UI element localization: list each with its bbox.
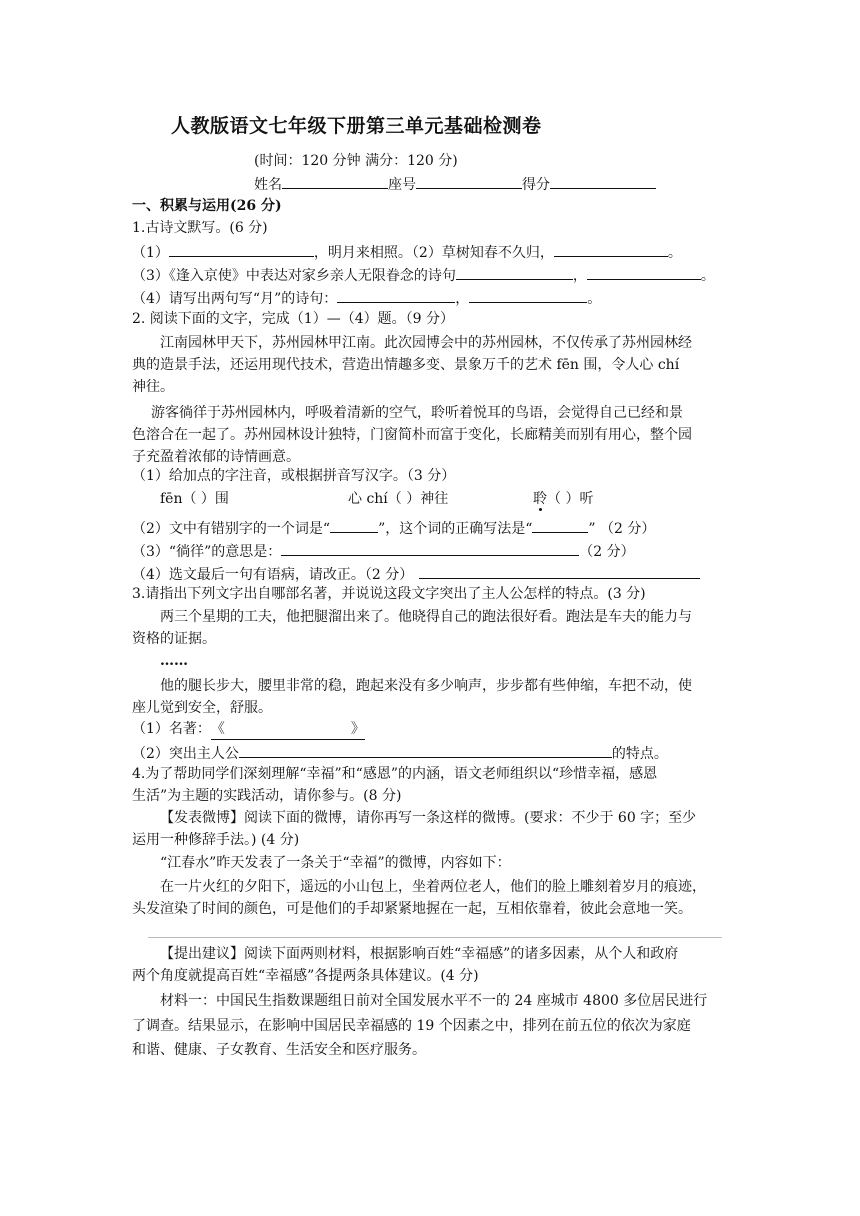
name-field[interactable] — [282, 173, 388, 189]
q3-sub-1-label: （1）名著： — [132, 721, 211, 737]
material-text: 材料一：中国民生指数课题组日前对全国发展水平不一的 24 座城市 4800 多位居民进行 — [160, 993, 708, 1009]
excerpt-line: 两三个星期的工夫，他把腿溜出来了。他晓得自己的跑法很好看。跑法是车夫的能力与 — [160, 609, 692, 625]
passage-line: 典的造景手法，还运用现代技术，营造出情趣多变、景象万千的艺术 fēn 围，令人心 chí — [132, 357, 680, 373]
q1-line-3-text: （4）请写出两句写“月”的诗句： — [132, 291, 338, 307]
question-2-heading: 2. 阅读下面的文字，完成（1）—（4）题。（9 分） — [132, 311, 454, 327]
advice-task: 【提出建议】阅读下面两则材料，根据影响百姓“幸福感”的诸多因素，从个人和政府 — [160, 946, 679, 962]
question-3-heading: 3.请指出下列文字出自哪部名著，并说说这段文字突出了主人公怎样的特点。(3 分) — [132, 586, 646, 602]
weibo-intro: “江春水”昨天发表了一条关于“幸福”的微博，内容如下： — [160, 855, 511, 871]
answer-blank[interactable] — [337, 287, 455, 303]
q1-line-3-end: 。 — [587, 291, 602, 307]
excerpt-line: 资格的证据。 — [132, 631, 216, 647]
page-title: 人教版语文七年级下册第三单元基础检测卷 — [171, 115, 542, 137]
answer-blank[interactable] — [330, 517, 378, 533]
section-heading: 一、积累与运用(26 分) — [132, 198, 282, 214]
pinyin-item-2: 心 chí（ ）神往 — [348, 491, 449, 507]
passage-line: 游客徜徉于苏州园林内，呼吸着清新的空气，聆听着悦耳的鸟语，会觉得自己已经和景 — [151, 405, 683, 421]
answer-blank[interactable] — [169, 241, 314, 257]
student-info-line — [254, 173, 656, 195]
q2-sub-2 — [132, 517, 655, 539]
answer-blank[interactable] — [469, 287, 587, 303]
q2-sub-3 — [132, 540, 635, 562]
material-text: 了调查。结果显示，在影响中国居民幸福感的 19 个因素之中，排列在前五位的依次为家庭 — [132, 1018, 691, 1034]
question-1-heading: 1.古诗文默写。(6 分) — [132, 220, 268, 236]
q1-line-2-comma: ， — [572, 268, 587, 284]
book-title-close: 》 — [350, 721, 365, 737]
seat-field[interactable] — [416, 173, 522, 189]
answer-blank[interactable] — [419, 563, 700, 579]
score-field[interactable] — [550, 173, 656, 189]
pinyin-item-3 — [533, 489, 593, 509]
answer-blank[interactable] — [456, 264, 573, 280]
q1-line-2 — [132, 264, 715, 286]
book-title-blank[interactable] — [211, 719, 365, 740]
answer-blank[interactable] — [554, 241, 668, 257]
q2-sub-3-text: （3）“徜徉”的意思是： — [132, 544, 282, 560]
q1-line-1 — [132, 241, 682, 263]
q2-sub-4 — [132, 563, 700, 585]
excerpt-ellipsis: …… — [160, 653, 188, 669]
excerpt-line: 座儿觉到安全，舒服。 — [132, 700, 272, 716]
q3-sub-2-text: （2）突出主人公 — [132, 746, 239, 762]
q1-line-1-label: （1） — [132, 245, 169, 261]
weibo-text: 头发渲染了时间的颜色，可是他们的手却紧紧地握在一起，互相依靠着，彼此会意地一笑。 — [132, 901, 692, 917]
score-label: 得分 — [522, 177, 550, 193]
material-text: 和谐、健康、子女教育、生活安全和医疗服务。 — [132, 1042, 426, 1058]
answer-blank[interactable] — [587, 264, 701, 280]
q2-sub-2-text: （2）文中有错别字的一个词是“ — [132, 521, 331, 537]
pinyin-item-3-rest: （ ）听 — [547, 491, 594, 507]
question-4-heading: 4.为了帮助同学们深刻理解“幸福”和“感恩”的内涵，语文老师组织以“珍惜幸福，感恩 — [132, 766, 658, 782]
q2-sub-1: （1）给加点的字注音，或根据拼音写汉字。（3 分） — [132, 468, 456, 484]
passage-line: 江南园林甲天下，苏州园林甲江南。此次园博会中的苏州园林，不仅传承了苏州园林经 — [160, 335, 692, 351]
q2-sub-2-text: ”，这个词的正确写法是“ — [378, 521, 533, 537]
q3-sub-2 — [132, 742, 668, 764]
q2-sub-2-score: ” （2 分） — [588, 521, 656, 537]
answer-line[interactable] — [148, 937, 722, 938]
q2-sub-3-score: （2 分） — [579, 544, 635, 560]
weibo-text: 在一片火红的夕阳下，遥远的小山包上，坐着两位老人，他们的脸上雕刻着岁月的痕迹， — [160, 879, 706, 895]
q1-line-1-end: 。 — [667, 245, 682, 261]
weibo-task-cont: 运用一种修辞手法。) (4 分) — [132, 832, 300, 848]
answer-blank[interactable] — [532, 517, 588, 533]
q3-sub-2-end: 的特点。 — [611, 746, 668, 762]
q2-sub-4-text: （4）选文最后一句有语病，请改正。（2 分） — [132, 567, 414, 583]
name-label: 姓名 — [254, 177, 282, 193]
passage-line: 神往。 — [132, 379, 174, 395]
q1-line-3-comma: ， — [455, 291, 470, 307]
q3-sub-1 — [132, 719, 365, 740]
q1-line-2-text: （3）《逢入京使》中表达对家乡亲人无限眷念的诗句 — [132, 268, 456, 284]
passage-line: 色溶合在一起了。苏州园林设计独特，门窗简朴而富于变化，长廊精美而别有用心，整个园 — [132, 427, 692, 443]
question-4-heading-cont: 生活”为主题的实践活动，请你参与。(8 分) — [132, 788, 402, 804]
book-title-open: 《 — [210, 721, 225, 737]
weibo-task: 【发表微博】阅读下面的微博，请你再写一条这样的微博。(要求：不少于 60 字；至少 — [160, 810, 697, 826]
time-info: (时间：120 分钟 满分：120 分) — [254, 153, 458, 169]
pinyin-item-1: fēn（ ）围 — [160, 491, 229, 507]
advice-task-cont: 两个角度就提高百姓“幸福感”各提两条具体建议。(4 分) — [132, 968, 479, 984]
q1-line-1-text: ，明月来相照。（2）草树知春不久归， — [313, 245, 554, 261]
q1-line-3 — [132, 287, 601, 309]
q1-line-2-end: 。 — [700, 268, 715, 284]
excerpt-line: 他的腿长步大，腰里非常的稳，跑起来没有多少响声，步步都有些伸缩，车把不动，使 — [160, 678, 692, 694]
dotted-char: 聆 — [533, 491, 547, 507]
passage-line: 子充盈着浓郁的诗情画意。 — [132, 449, 300, 465]
answer-blank[interactable] — [281, 540, 579, 556]
answer-blank[interactable] — [239, 742, 612, 758]
seat-label: 座号 — [388, 177, 416, 193]
